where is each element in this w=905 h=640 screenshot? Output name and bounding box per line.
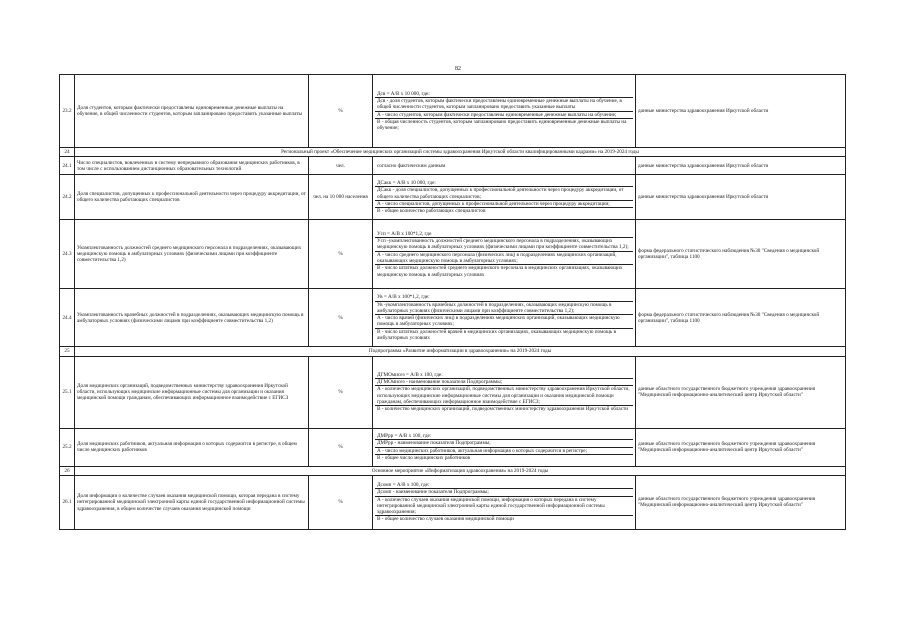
calculation-formula [373, 289, 636, 347]
indicator-name: Укомплектованность должностей среднего медицинского персонала в подразделениях, оказывающих медицинскую помощь в амбулаторных условиях (физическими лицами при коэффициенте совместительства 1,2) [75, 220, 309, 289]
indicator-name: Укомплектованность врачебных должностей в подразделениях, оказывающих медицинскую помощь в амбулаторных условиях (физическими лицами при коэффициенте совместительства 1,2) [75, 289, 309, 347]
calculation-formula [373, 428, 636, 466]
unit-of-measure: % [309, 220, 373, 289]
table-row [60, 157, 846, 175]
formula-line: ДМРрр - наименование показателя Подпрограммы; [375, 440, 633, 447]
table-row [60, 356, 846, 428]
data-source: данные областного государственного бюджетного учреждения здравоохранения "Медицинский информационно-аналитический центр Иркутской области" [636, 428, 846, 466]
unit-of-measure: % [309, 289, 373, 347]
calculation-formula [373, 157, 636, 175]
formula-line: В - число штатных должностей среднего медицинского персонала в медицинских организациях, оказывающих медицинскую помощь в амбулаторных условиях [377, 265, 623, 278]
page-number: 82 [455, 66, 461, 72]
data-source: данные областного государственного бюджетного учреждения здравоохранения "Медицинский информационно-аналитический центр Иркутской области" [636, 356, 846, 428]
formula-line: А - число специалистов, допущенных к профессиональной деятельности через процедуру аккредитации; [375, 201, 633, 208]
formula-line: Дсв - доля студентов, которым фактически предоставлены единовременные денежные выплаты на обучение, в общей численности студентов, которым запланировано предоставить указанные выплаты [375, 98, 633, 112]
data-source: данные министерства здравоохранения Иркутской области [636, 157, 846, 175]
formula-line: А - число медицинских работников, актуальная информация о которых содержится в регистре; [375, 448, 633, 455]
table-row [60, 175, 846, 220]
formula-line: Ув = А/В х 100*1,2, где: [375, 294, 633, 301]
indicator-name: Доля медицинских организаций, подведомственных министерству здравоохранения Иркутской области, использующих медицинские информационные системы для организации и оказания медицинской помощи гражданам, обеспечивающих информационное взаимодействие с ЕГИСЗ [75, 356, 309, 428]
section-number: 25 [60, 347, 75, 356]
formula-line: В - общее количество работающих специалистов [377, 208, 486, 215]
data-source: данные областного государственного бюджетного учреждения здравоохранения "Медицинский информационно-аналитический центр Иркутской области" [636, 475, 846, 529]
table-row [60, 289, 846, 347]
formula-line: Ув -укомплектованность врачебных должностей в подразделениях, оказывающих медицинскую помощь в амбулаторных условиях (физическими лицами при коэффициенте совместительства 1,2); [375, 302, 633, 316]
unit-of-measure: чел. [309, 157, 373, 175]
formula-line: Уcп -укомплектованность должностей среднего медицинского персонала в подразделениях, оказывающих медицинскую помощь в амбулаторных условиях (физическими лицами при коэффициенте совместительства 1,2); [375, 238, 633, 252]
formula-line: Дсомп - наименование показателя Подпрограммы; [375, 489, 633, 496]
section-title: Подпрограмма «Развитие информатизации в здравоохранении» на 2019-2024 годы [75, 347, 846, 356]
unit-of-measure: % [309, 356, 373, 428]
formula-line: А - число врачей (физических лиц) в подразделениях медицинских организаций, оказывающих медицинскую помощь в амбулаторных условиях; [375, 315, 633, 329]
data-source: форма федерального статистического наблюдения №30 "Сведения о медицинской организации", таблица 1100 [636, 220, 846, 289]
formula-line: ДГМОмисез = А/В х 100, где: [375, 372, 633, 379]
formula-line: А - число студентов, которым фактически предоставлены единовременные денежные выплаты на обучение; [375, 112, 633, 119]
row-number: 24.1 [60, 157, 75, 175]
calculation-formula [373, 175, 636, 220]
unit-of-measure: % [309, 428, 373, 466]
formula-line: В - число штатных должностей врачей в медицинских организациях, оказывающих медицинскую помощь в амбулаторных условиях [377, 328, 617, 342]
row-number: 23.2 [60, 75, 75, 148]
data-source: форма федерального статистического наблюдения №30 "Сведения о медицинской организации", таблица 1100 [636, 289, 846, 347]
section-number: 24 [60, 148, 75, 157]
section-title: Региональный проект «Обеспечение медицинских организаций системы здравоохранения Иркутской области квалифицированными кадрами» на 2019-2024 годы [75, 148, 846, 157]
formula-line: Уcп = А/В х 100*1,2, где [375, 231, 633, 238]
indicator-name: Доля специалистов, допущенных к профессиональной деятельности через процедуру аккредитации, от общего количества работающих специалистов [75, 175, 309, 220]
row-number: 24.3 [60, 220, 75, 289]
data-source: данные министерства здравоохранения Иркутской области [636, 175, 846, 220]
formula-line: В - общее число медицинских работников [377, 454, 471, 461]
indicator-name: Доля информации о количестве случаев оказания медицинской помощи, которая передана в систему интегрированной медицинской электронной карты единой государственной информационной системы здравоохранения, в общем количестве случаев оказания медицинской помощи [75, 475, 309, 529]
calculation-formula [373, 75, 636, 148]
table-row [60, 220, 846, 289]
row-number: 24.2 [60, 175, 75, 220]
formula-line: ДСакк - доля специалистов, допущенных к профессиональной деятельности через процедуру аккредитации, от общего количества работающих специалистов; [375, 187, 633, 201]
section-title: Основное мероприятие «Информатизация здравоохранения» на 2019-2024 годы [75, 466, 846, 475]
section-row [60, 347, 846, 356]
formula-line: согласно фактическим данным [377, 162, 446, 169]
data-source: данные министерства здравоохранения Иркутской области [636, 75, 846, 148]
section-row [60, 466, 846, 475]
indicators-table [59, 74, 846, 530]
formula-line: Дсв = А/В х 10 000, где: [375, 91, 633, 98]
calculation-formula [373, 356, 636, 428]
formula-line: Дсомп = А/В х 100, где: [375, 482, 633, 489]
row-number: 24.4 [60, 289, 75, 347]
unit-of-measure: чел. на 10 000 населения [309, 175, 373, 220]
formula-line: ДГМОмисез - наименование показателя Подпрограммы; [375, 379, 633, 386]
table-row [60, 428, 846, 466]
row-number: 26.1 [60, 475, 75, 529]
unit-of-measure: % [309, 475, 373, 529]
formula-line: ДМРрр = А/В х 100, где: [375, 433, 633, 440]
formula-line: А - число среднего медицинского персонала (физических лиц) в подразделениях медицинских организаций, оказывающих медицинскую помощь в амбулаторных условиях; [375, 252, 633, 266]
calculation-formula [373, 220, 636, 289]
unit-of-measure: % [309, 75, 373, 148]
formula-line: А - количество случаев оказания медицинской помощи, информация о которых передана в систему интегрированной медицинской электронной карты единой государственной информационной системы здравоохранения; [375, 497, 633, 517]
table-row [60, 475, 846, 529]
section-number: 26 [60, 466, 75, 475]
formula-line: В - общее количество случаев оказания медицинской помощи [377, 516, 514, 523]
row-number: 25.2 [60, 428, 75, 466]
calculation-formula [373, 475, 636, 529]
formula-line: В - количество медицинских организаций, подведомственных министерству здравоохранения Иркутской области [377, 406, 629, 413]
indicator-name: Доля студентов, которым фактически предоставлены единовременные денежные выплаты на обучение, в общей численности студентов, которым запланировано предоставить указанные выплаты [75, 75, 309, 148]
formula-line: ДСакк = А/В х 10 000, где: [375, 180, 633, 187]
table-row [60, 75, 846, 148]
indicator-name: Число специалистов, вовлеченных в систему непрерывного образования медицинских работников, в том числе с использованием дистанционных образовательных технологий [75, 157, 309, 175]
formula-line: В - общая численность студентов, которым запланировано предоставить единовременные денежные выплаты на обучение; [377, 118, 627, 132]
indicator-name: Доля медицинских работников, актуальная информация о которых содержится в регистре, в общем числе медицинских работников [75, 428, 309, 466]
formula-line: А - количество медицинских организаций, подведомственных министерству здравоохранения Иркутской области, использующих медицинские информационные системы для организации и оказания медицинской помощи гражданам, обеспечивающих информационное взаимодействие с ЕГИСЗ; [375, 386, 633, 406]
section-row [60, 148, 846, 157]
row-number: 25.1 [60, 356, 75, 428]
